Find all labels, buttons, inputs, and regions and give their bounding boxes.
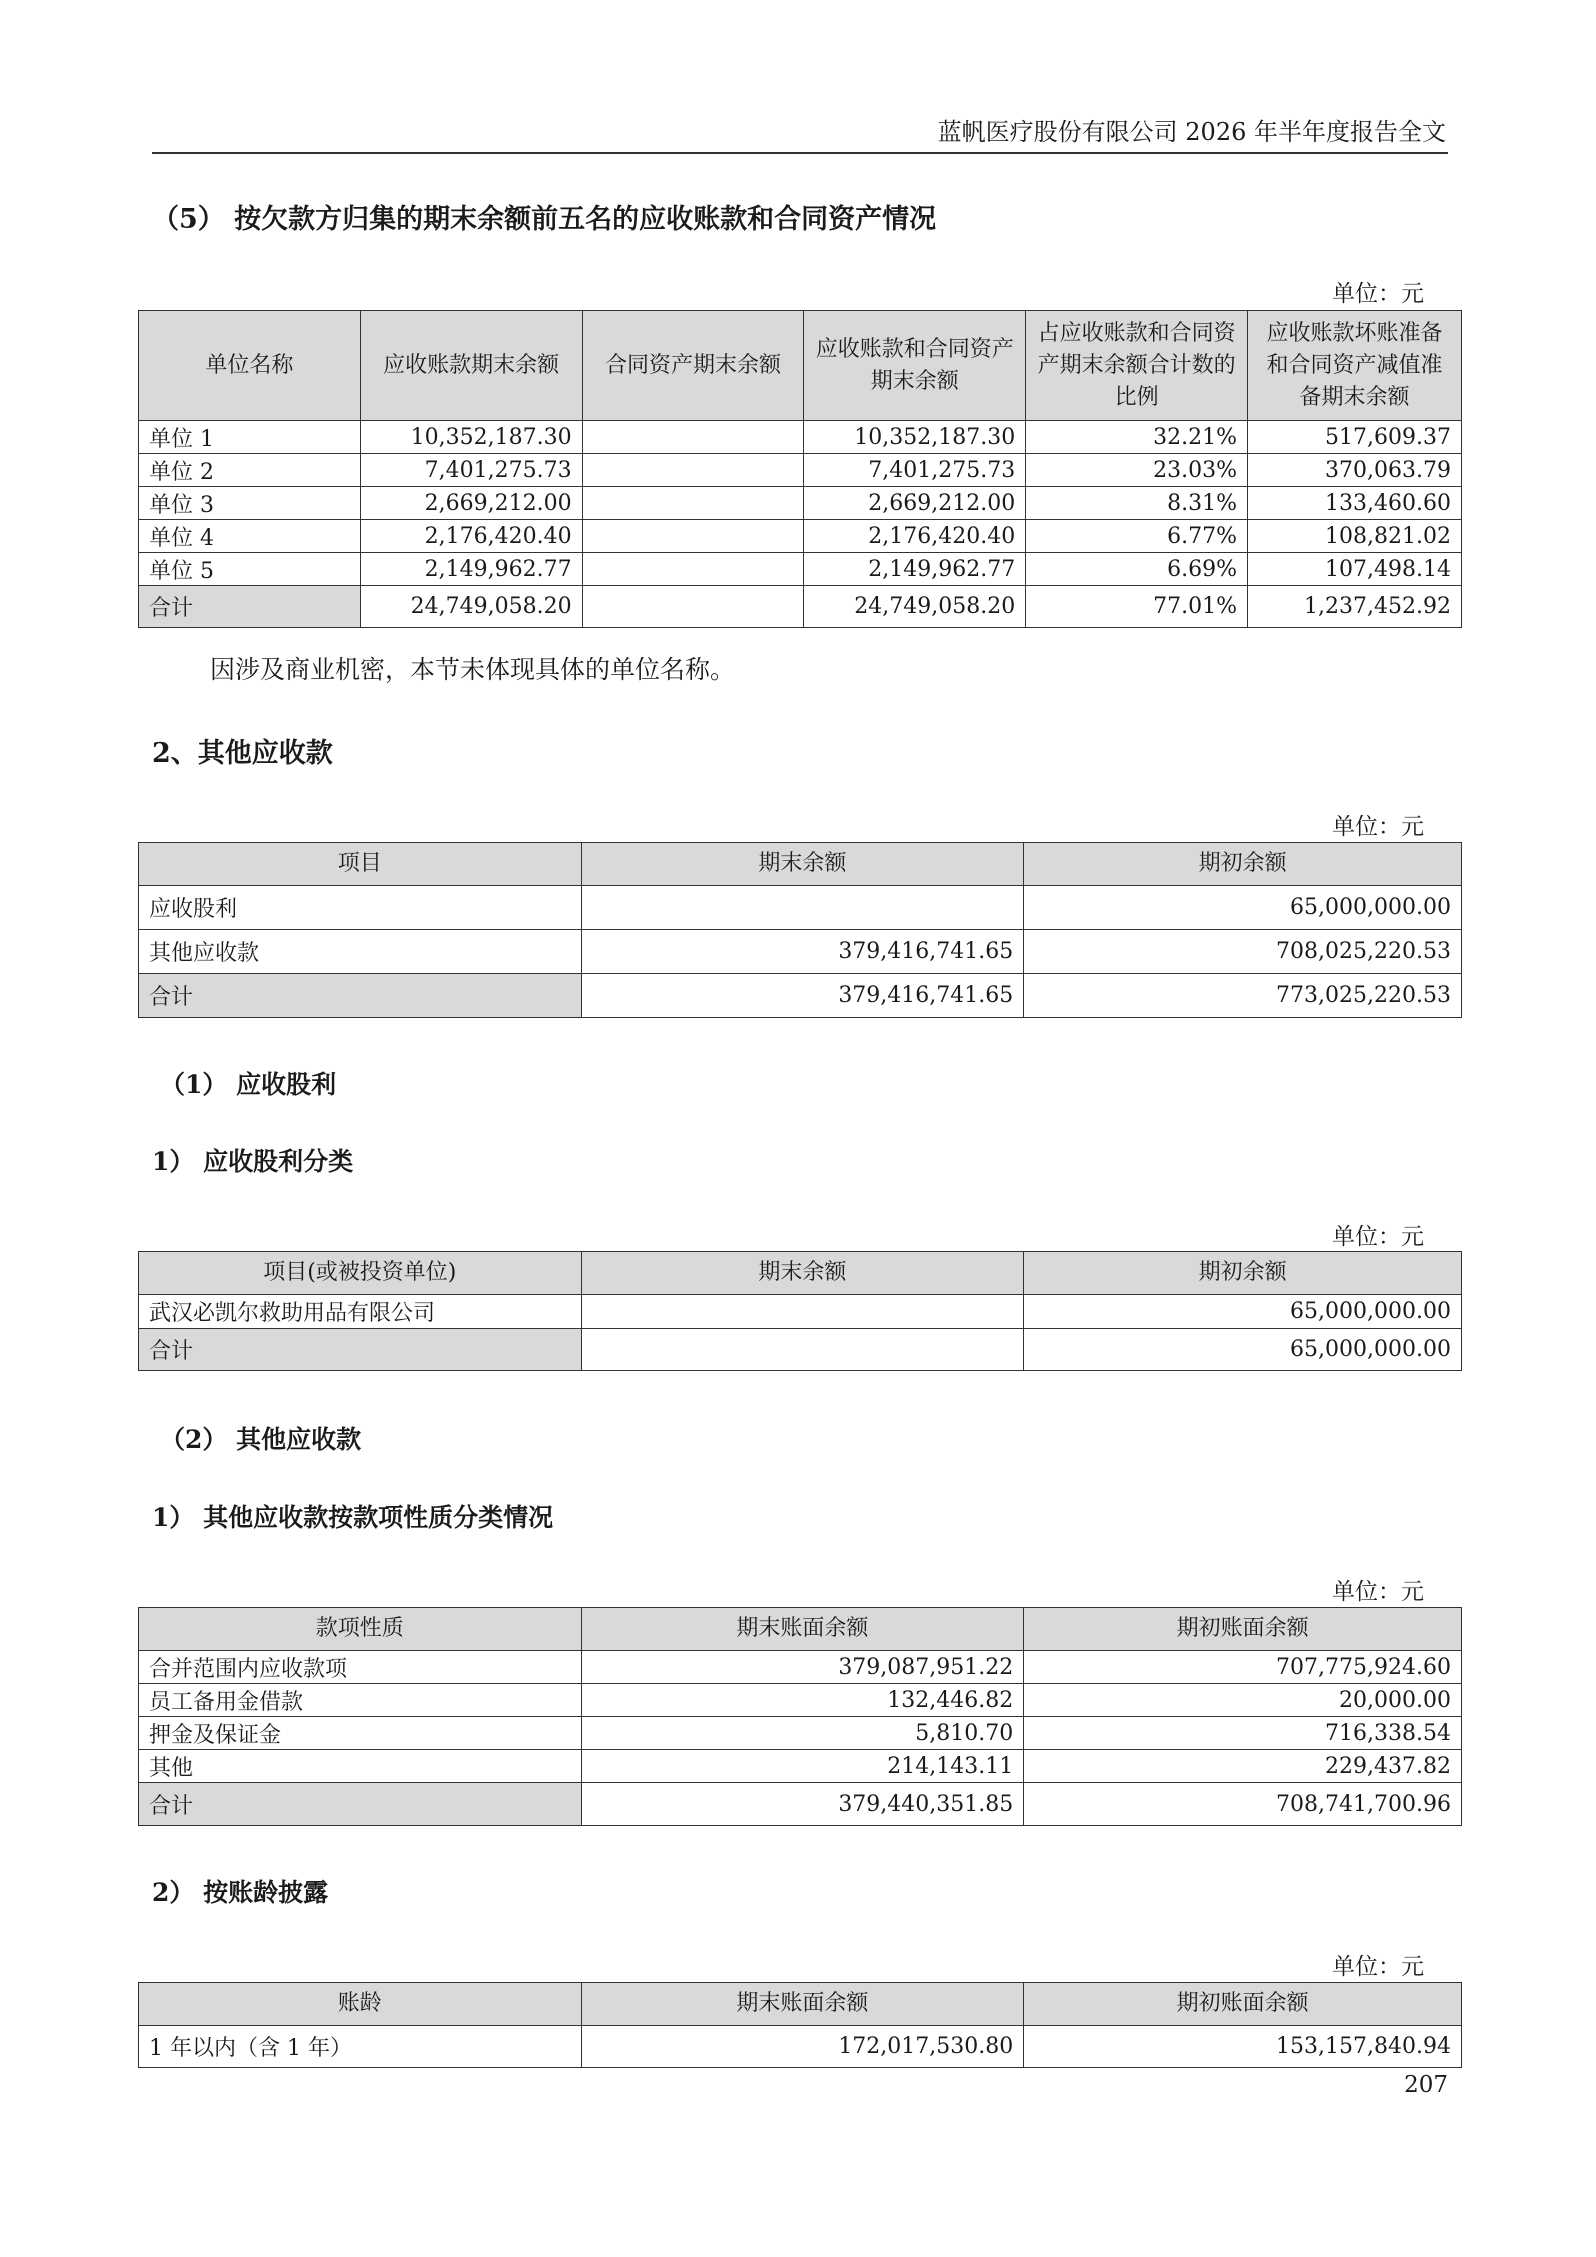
col-header: 期初账面余额 xyxy=(1024,1608,1462,1651)
unit-label: 单位：元 xyxy=(1332,814,1424,840)
table-row xyxy=(139,520,1462,553)
col-header: 期初余额 xyxy=(1024,1252,1462,1295)
table-cell: 23.03% xyxy=(1026,454,1248,487)
section-5-heading: （5） 按欠款方归集的期末余额前五名的应收账款和合同资产情况 xyxy=(152,204,937,235)
table-row xyxy=(139,1750,1462,1783)
table-cell: 8.31% xyxy=(1026,487,1248,520)
table-cell: 押金及保证金 xyxy=(139,1717,582,1750)
report-header-title: 蓝帆医疗股份有限公司 2026 年半年度报告全文 xyxy=(937,118,1446,146)
table-cell xyxy=(581,1329,1024,1371)
table-cell: 379,416,741.65 xyxy=(581,930,1024,974)
col-header: 应收账款期末余额 xyxy=(360,311,582,421)
table-cell xyxy=(582,586,804,628)
total-row xyxy=(139,1329,1462,1371)
table-cell: 153,157,840.94 xyxy=(1024,2026,1462,2068)
total-row xyxy=(139,586,1462,628)
total-row xyxy=(139,974,1462,1018)
dividends-receivable-table xyxy=(138,1251,1462,1371)
table-cell: 2,149,962.77 xyxy=(360,553,582,586)
table-cell: 单位 5 xyxy=(139,553,361,586)
col-header: 项目 xyxy=(139,843,582,886)
table-cell: 合并范围内应收款项 xyxy=(139,1651,582,1684)
col-header: 项目(或被投资单位) xyxy=(139,1252,582,1295)
table-cell: 24,749,058.20 xyxy=(360,586,582,628)
col-header: 款项性质 xyxy=(139,1608,582,1651)
table-cell: 107,498.14 xyxy=(1248,553,1462,586)
table-row xyxy=(139,454,1462,487)
table-cell: 合计 xyxy=(139,1329,582,1371)
aging-disclosure-heading: 2） 按账龄披露 xyxy=(152,1878,329,1907)
table-cell: 65,000,000.00 xyxy=(1024,1329,1462,1371)
table-cell: 65,000,000.00 xyxy=(1024,1295,1462,1329)
col-header: 期末账面余额 xyxy=(581,1983,1024,2026)
section-2-heading: 2、其他应收款 xyxy=(152,738,333,769)
table-cell: 合计 xyxy=(139,974,582,1018)
subsection-1-heading: （1） 应收股利 xyxy=(160,1070,337,1099)
table-cell: 172,017,530.80 xyxy=(581,2026,1024,2068)
table-cell: 单位 4 xyxy=(139,520,361,553)
table-cell xyxy=(582,454,804,487)
col-header: 合同资产期末余额 xyxy=(582,311,804,421)
table-cell: 132,446.82 xyxy=(581,1684,1024,1717)
table-cell xyxy=(582,487,804,520)
table-cell: 5,810.70 xyxy=(581,1717,1024,1750)
table-cell: 单位 2 xyxy=(139,454,361,487)
aging-table xyxy=(138,1982,1462,2068)
subsection-2-heading: （2） 其他应收款 xyxy=(160,1425,362,1454)
table-row xyxy=(139,2026,1462,2068)
unit-label: 单位：元 xyxy=(1332,1954,1424,1980)
col-header: 应收账款和合同资产期末余额 xyxy=(804,311,1026,421)
table-cell: 2,669,212.00 xyxy=(804,487,1026,520)
confidentiality-note: 因涉及商业机密，本节未体现具体的单位名称。 xyxy=(210,655,736,684)
table-row xyxy=(139,487,1462,520)
dividends-classification-heading: 1） 应收股利分类 xyxy=(152,1147,354,1176)
table-cell: 229,437.82 xyxy=(1024,1750,1462,1783)
table-cell: 合计 xyxy=(139,586,361,628)
header-divider xyxy=(152,152,1448,154)
table-cell: 32.21% xyxy=(1026,421,1248,454)
col-header: 账龄 xyxy=(139,1983,582,2026)
table-cell: 合计 xyxy=(139,1783,582,1826)
table-cell: 379,416,741.65 xyxy=(581,974,1024,1018)
col-header: 应收账款坏账准备和合同资产减值准备期末余额 xyxy=(1248,311,1462,421)
table-row xyxy=(139,421,1462,454)
table-cell: 6.77% xyxy=(1026,520,1248,553)
col-header: 占应收账款和合同资产期末余额合计数的比例 xyxy=(1026,311,1248,421)
table-row xyxy=(139,886,1462,930)
table-cell: 214,143.11 xyxy=(581,1750,1024,1783)
table-cell: 1 年以内（含 1 年） xyxy=(139,2026,582,2068)
table-cell: 2,176,420.40 xyxy=(804,520,1026,553)
table-cell: 517,609.37 xyxy=(1248,421,1462,454)
table-cell: 108,821.02 xyxy=(1248,520,1462,553)
col-header: 期末余额 xyxy=(581,1252,1024,1295)
unit-label: 单位：元 xyxy=(1332,1224,1424,1250)
table-cell: 应收股利 xyxy=(139,886,582,930)
other-receivables-table xyxy=(138,842,1462,1018)
col-header: 期初账面余额 xyxy=(1024,1983,1462,2026)
table-cell: 10,352,187.30 xyxy=(804,421,1026,454)
table-cell xyxy=(582,520,804,553)
table-cell: 单位 1 xyxy=(139,421,361,454)
nature-classification-table xyxy=(138,1607,1462,1826)
table-cell xyxy=(581,1295,1024,1329)
table-cell xyxy=(582,553,804,586)
table-cell: 2,176,420.40 xyxy=(360,520,582,553)
table-cell: 10,352,187.30 xyxy=(360,421,582,454)
table-cell: 2,149,962.77 xyxy=(804,553,1026,586)
unit-label: 单位：元 xyxy=(1332,1579,1424,1605)
top5-receivables-table xyxy=(138,310,1462,628)
table-cell: 6.69% xyxy=(1026,553,1248,586)
table-cell: 20,000.00 xyxy=(1024,1684,1462,1717)
table-row xyxy=(139,1717,1462,1750)
table-cell: 单位 3 xyxy=(139,487,361,520)
table-row xyxy=(139,553,1462,586)
table-row xyxy=(139,1684,1462,1717)
col-header: 期初余额 xyxy=(1024,843,1462,886)
table-cell: 员工备用金借款 xyxy=(139,1684,582,1717)
table-cell: 707,775,924.60 xyxy=(1024,1651,1462,1684)
table-cell: 其他应收款 xyxy=(139,930,582,974)
table-cell: 379,087,951.22 xyxy=(581,1651,1024,1684)
table-cell: 其他 xyxy=(139,1750,582,1783)
table-cell: 2,669,212.00 xyxy=(360,487,582,520)
table-cell xyxy=(582,421,804,454)
table-cell: 370,063.79 xyxy=(1248,454,1462,487)
table-cell: 65,000,000.00 xyxy=(1024,886,1462,930)
table-cell: 379,440,351.85 xyxy=(581,1783,1024,1826)
table-cell: 77.01% xyxy=(1026,586,1248,628)
table-cell xyxy=(581,886,1024,930)
table-cell: 716,338.54 xyxy=(1024,1717,1462,1750)
total-row xyxy=(139,1783,1462,1826)
col-header: 期末账面余额 xyxy=(581,1608,1024,1651)
nature-classification-heading: 1） 其他应收款按款项性质分类情况 xyxy=(152,1503,554,1532)
table-cell: 708,025,220.53 xyxy=(1024,930,1462,974)
table-cell: 708,741,700.96 xyxy=(1024,1783,1462,1826)
table-cell: 773,025,220.53 xyxy=(1024,974,1462,1018)
table-cell: 武汉必凯尔救助用品有限公司 xyxy=(139,1295,582,1329)
col-header: 期末余额 xyxy=(581,843,1024,886)
page-number: 207 xyxy=(1404,2072,1448,2098)
table-cell: 133,460.60 xyxy=(1248,487,1462,520)
col-header: 单位名称 xyxy=(139,311,361,421)
table-cell: 24,749,058.20 xyxy=(804,586,1026,628)
table-cell: 1,237,452.92 xyxy=(1248,586,1462,628)
table-row xyxy=(139,1295,1462,1329)
unit-label: 单位：元 xyxy=(1332,281,1424,307)
table-cell: 7,401,275.73 xyxy=(360,454,582,487)
table-cell: 7,401,275.73 xyxy=(804,454,1026,487)
table-row xyxy=(139,1651,1462,1684)
table-row xyxy=(139,930,1462,974)
